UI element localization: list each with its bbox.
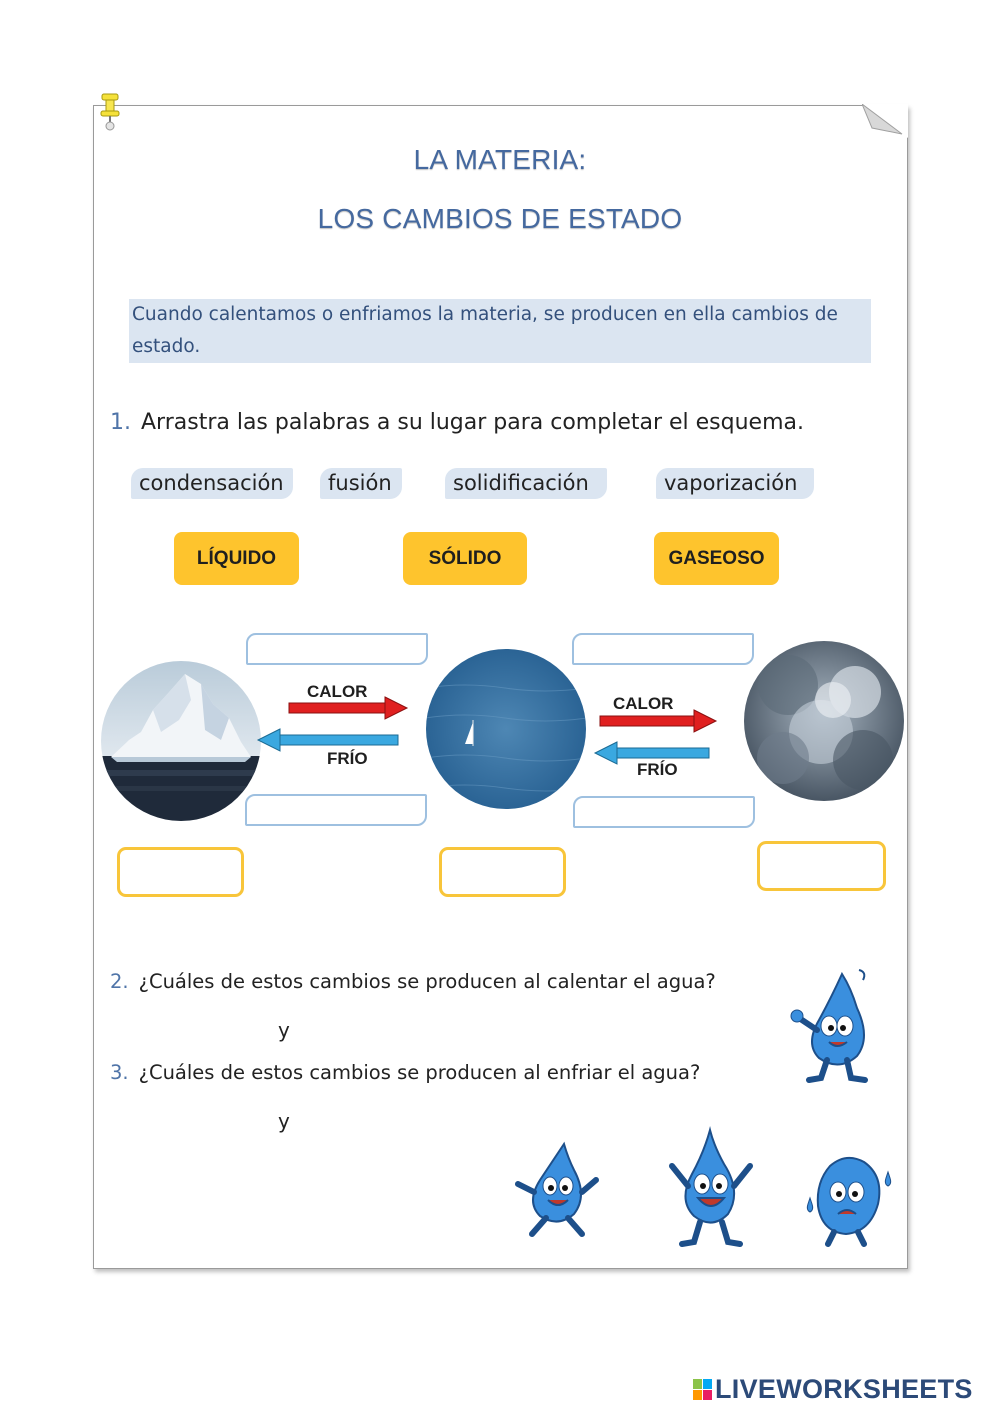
question-2-number: 2. xyxy=(110,970,129,993)
drop-zone-right-bottom[interactable] xyxy=(573,796,755,828)
question-3-text: ¿Cuáles de estos cambios se producen al enfriar el agua? xyxy=(138,1061,701,1084)
iceberg-image xyxy=(101,660,261,822)
drop-zone-left-top[interactable] xyxy=(246,633,428,665)
state-chip-solido[interactable]: SÓLIDO xyxy=(403,532,527,585)
page-curl-icon xyxy=(862,104,908,138)
water-drop-mascot-dancing xyxy=(512,1140,604,1240)
sea-image xyxy=(425,648,587,810)
answer-connector-3: y xyxy=(278,1109,290,1133)
question-1 xyxy=(110,410,804,435)
word-chip-condensacion[interactable]: condensación xyxy=(131,468,293,499)
arrow-label-frio-left: FRÍO xyxy=(327,749,368,768)
answer-connector-2: y xyxy=(278,1018,290,1042)
drop-zone-right-top[interactable] xyxy=(572,633,754,665)
question-3 xyxy=(110,1061,700,1084)
state-chip-gaseoso[interactable]: GASEOSO xyxy=(654,532,779,585)
word-chip-vaporizacion[interactable]: vaporización xyxy=(656,468,814,499)
question-2 xyxy=(110,970,716,993)
arrow-label-calor-left: CALOR xyxy=(307,682,368,701)
hot-arrow-right-icon-2 xyxy=(598,709,718,733)
word-chip-solidificacion[interactable]: solidificación xyxy=(445,468,607,499)
intro-text: Cuando calentamos o enfriamos la materia, se producen en ella cambios de estado. xyxy=(129,299,871,363)
question-1-number: 1. xyxy=(110,410,131,435)
page-title: LA MATERIA: xyxy=(413,144,587,175)
hot-arrow-right-icon xyxy=(287,696,409,720)
drop-zone-state-left[interactable] xyxy=(117,847,244,897)
liveworksheets-logo xyxy=(693,1372,993,1406)
water-drop-mascot-worried xyxy=(800,1148,896,1248)
word-chip-fusion[interactable]: fusión xyxy=(320,468,402,499)
arrow-label-frio-right: FRÍO xyxy=(637,760,678,779)
brand-name: LIVEWORKSHEETS xyxy=(715,1374,973,1404)
state-chip-liquido[interactable]: LÍQUIDO xyxy=(174,532,299,585)
question-2-text: ¿Cuáles de estos cambios se producen al calentar el agua? xyxy=(138,970,716,993)
page-subtitle: LOS CAMBIOS DE ESTADO xyxy=(317,203,683,234)
cloud-image xyxy=(743,640,905,802)
pushpin-icon xyxy=(99,92,123,134)
arrow-label-calor-right: CALOR xyxy=(613,694,674,713)
drop-zone-state-right[interactable] xyxy=(757,841,886,891)
question-3-number: 3. xyxy=(110,1061,129,1084)
liveworksheets-logo-icon xyxy=(693,1379,713,1401)
drop-zone-state-middle[interactable] xyxy=(439,847,566,897)
water-drop-mascot-cheering xyxy=(664,1126,758,1250)
drop-zone-left-bottom[interactable] xyxy=(245,794,427,826)
question-1-text: Arrastra las palabras a su lugar para completar el esquema. xyxy=(141,410,804,435)
water-drop-mascot-waving xyxy=(787,968,879,1084)
